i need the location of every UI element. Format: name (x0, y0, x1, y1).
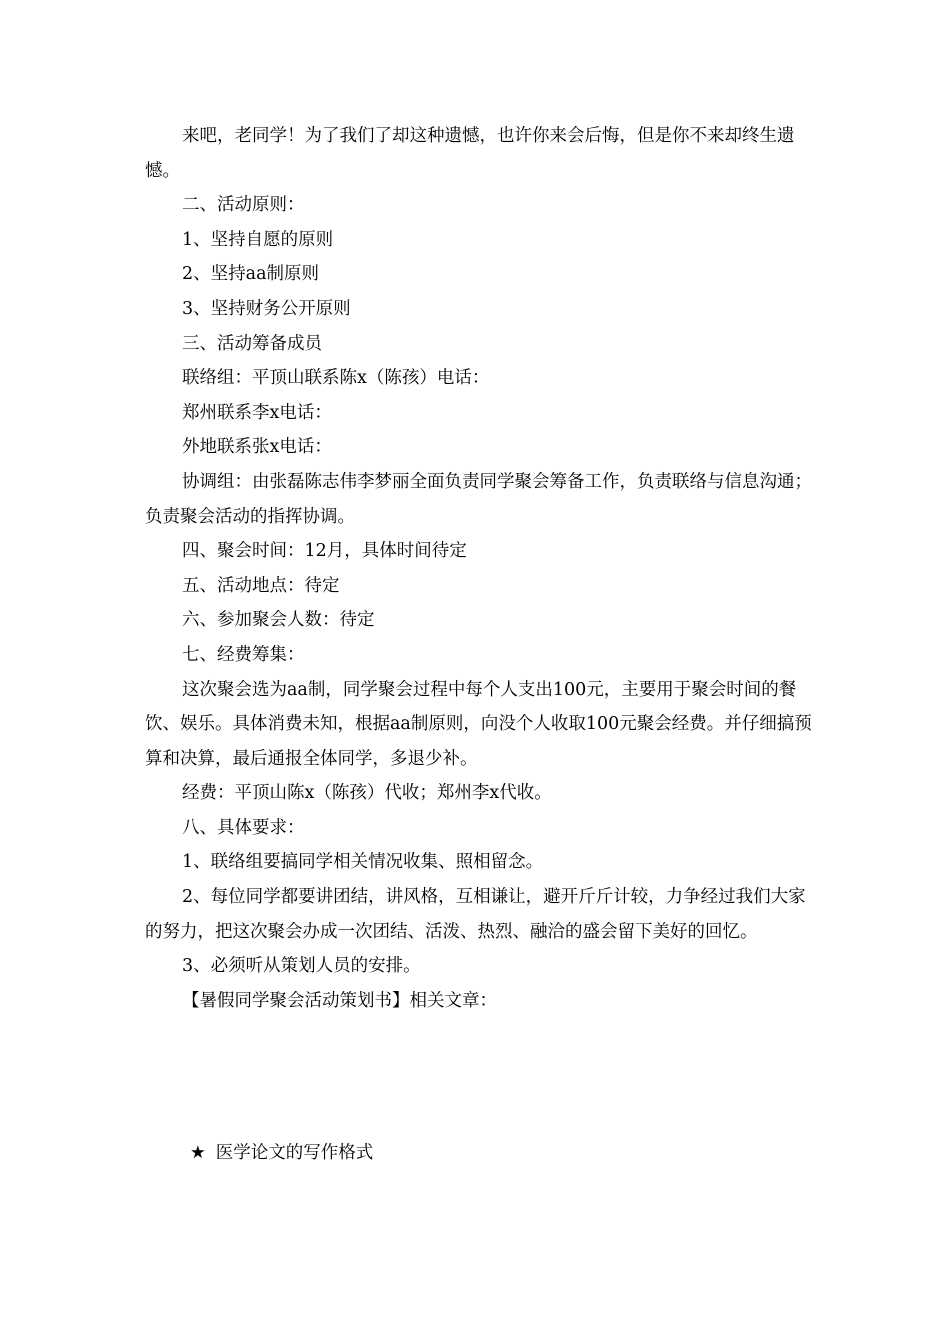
heading-preparation-members: 三、活动筹备成员 (182, 333, 322, 354)
requirement-item-3: 3、必须听从策划人员的安排。 (182, 956, 421, 977)
heading-attendee-count: 六、参加聚会人数：待定 (182, 610, 375, 631)
principle-item-1: 1、坚持自愿的原则 (182, 229, 334, 250)
paragraph-fund-collection: 经费：平顶山陈x（陈孩）代收；郑州李x代收。 (182, 783, 552, 804)
requirement-item-2: 2、每位同学都要讲团结，讲风格，互相谦让，避开斤斤计较，力争经过我们大家的努力，把这次聚会办成一次团结、活泼、热烈、融洽的盛会留下美好的回忆。 (145, 887, 806, 942)
related-article-link[interactable] (190, 1136, 373, 1170)
contact-pingdingshan: 联络组：平顶山联系陈x（陈孩）电话： (182, 368, 490, 389)
contact-zhengzhou: 郑州联系李x电话： (182, 402, 332, 423)
heading-specific-requirements: 八、具体要求： (182, 817, 305, 838)
principle-item-3: 3、坚持财务公开原则 (182, 298, 351, 319)
contact-other-areas: 外地联系张x电话： (182, 437, 332, 458)
document-body (145, 119, 813, 1018)
heading-fund-raising: 七、经费筹集： (182, 644, 305, 665)
paragraph-invitation: 来吧，老同学！为了我们了却这种遗憾，也许你来会后悔，但是你不来却终生遗憾。 (145, 126, 795, 181)
related-article-title: 医学论文的写作格式 (215, 1143, 374, 1163)
heading-activity-location: 五、活动地点：待定 (182, 575, 340, 596)
requirement-item-1: 1、联络组要搞同学相关情况收集、照相留念。 (182, 852, 544, 873)
star-icon: ★ (190, 1143, 206, 1163)
heading-gathering-time: 四、聚会时间：12月，具体时间待定 (182, 541, 467, 562)
paragraph-fund-details: 这次聚会选为aa制，同学聚会过程中每个人支出100元，主要用于聚会时间的餐饮、娱乐。具体消费未知，根据aa制原则，向没个人收取100元聚会经费。并仔细搞预算和决算，最后通报全体同学，多退少补。 (145, 679, 812, 769)
heading-activity-principles: 二、活动原则： (182, 195, 305, 216)
principle-item-2: 2、坚持aa制原则 (182, 264, 320, 285)
related-articles-heading: 【暑假同学聚会活动策划书】相关文章： (182, 990, 497, 1011)
coordination-group: 协调组：由张磊陈志伟李梦丽全面负责同学聚会筹备工作，负责联络与信息沟通；负责聚会活动的指挥协调。 (145, 471, 812, 527)
